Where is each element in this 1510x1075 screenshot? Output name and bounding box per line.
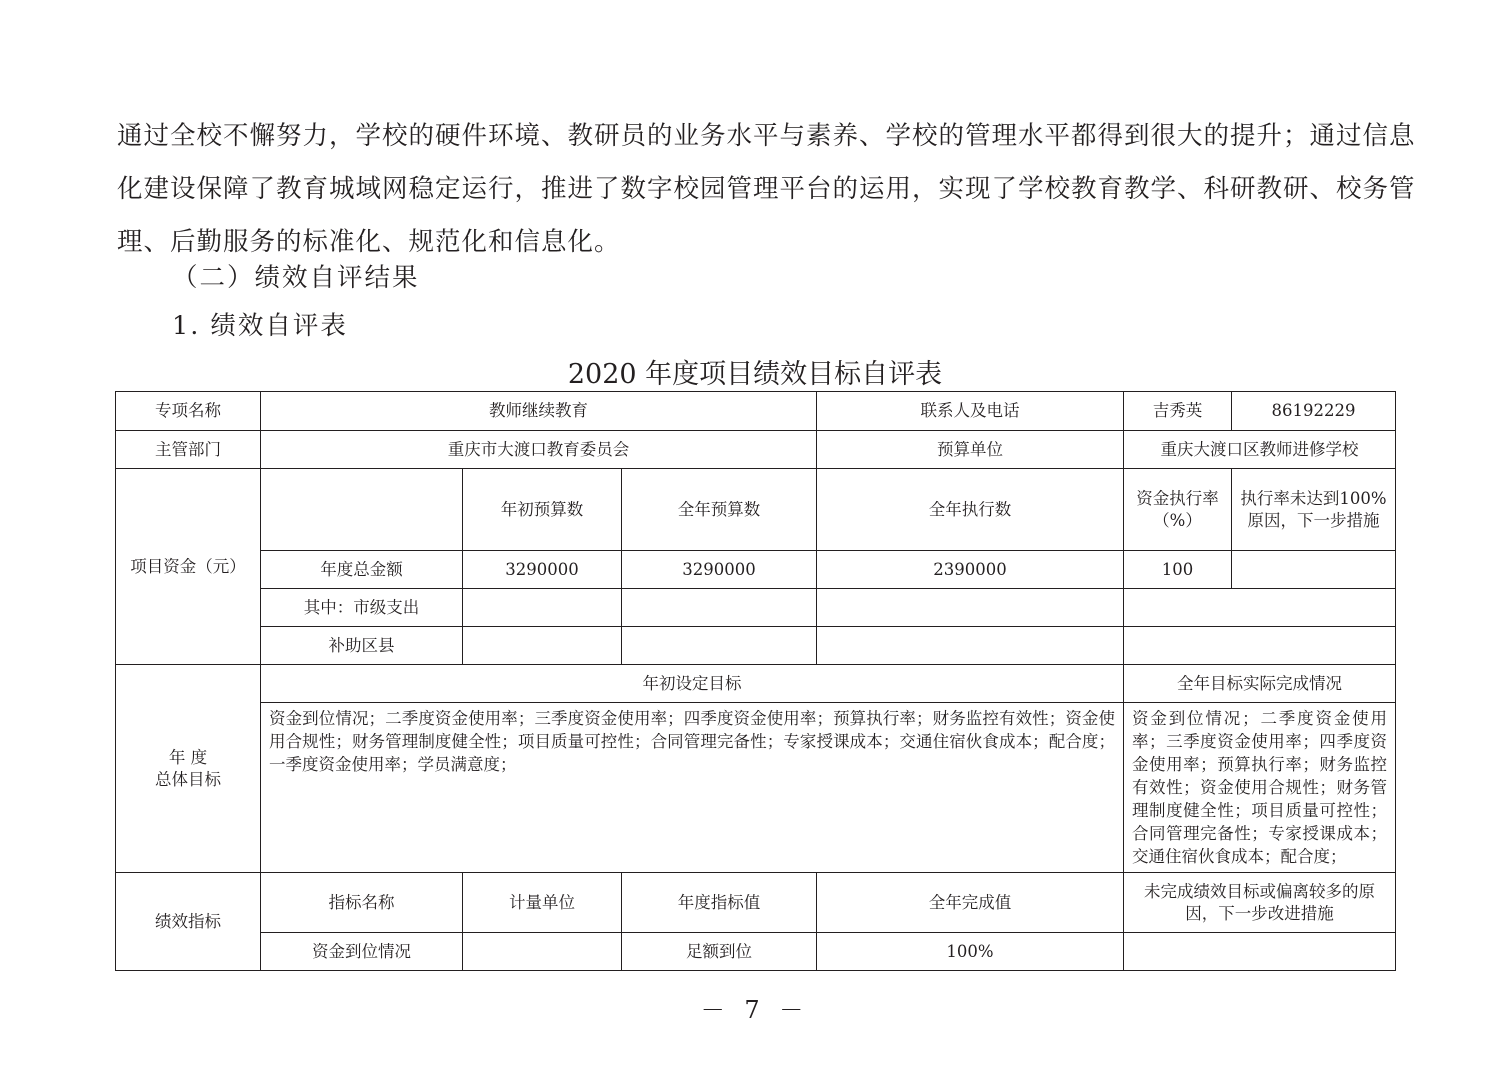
contact-person: 吉秀英 xyxy=(1124,392,1232,431)
dept: 重庆市大渡口教育委员会 xyxy=(261,431,817,469)
district-annual-execution xyxy=(817,627,1124,665)
total-execution-rate: 100 xyxy=(1124,551,1232,589)
city-annual-budget xyxy=(622,589,817,627)
total-row-label: 年度总金额 xyxy=(261,551,463,589)
actual-goal-header: 全年目标实际完成情况 xyxy=(1124,665,1396,703)
total-initial-budget: 3290000 xyxy=(463,551,622,589)
indicator-unit-header: 计量单位 xyxy=(463,873,622,933)
reason-header: 执行率未达到100% 原因，下一步措施 xyxy=(1232,469,1396,551)
initial-goal-text: 资金到位情况；二季度资金使用率；三季度资金使用率；四季度资金使用率；预算执行率；财务监控有效性；资金使用合规性；财务管理制度健全性；项目质量可控性；合同管理完备性；专家授课成本；交通住宿伙食成本；配合度；一季度资金使用率；学员满意度； xyxy=(261,703,1124,873)
page-number: － 7 － xyxy=(700,996,810,1024)
initial-budget-header: 年初预算数 xyxy=(463,469,622,551)
city-rate-reason xyxy=(1124,589,1396,627)
total-annual-execution: 2390000 xyxy=(817,551,1124,589)
annual-execution-header: 全年执行数 xyxy=(817,469,1124,551)
section-heading: （二）绩效自评结果 xyxy=(172,263,420,293)
table-row xyxy=(116,933,1396,971)
annual-budget-header: 全年预算数 xyxy=(622,469,817,551)
funds-header-empty xyxy=(261,469,463,551)
indicator-completed-value-header: 全年完成值 xyxy=(817,873,1124,933)
budget-unit: 重庆大渡口区教师进修学校 xyxy=(1124,431,1396,469)
initial-goal-header: 年初设定目标 xyxy=(261,665,1124,703)
indicator-completed-value: 100% xyxy=(817,933,1124,971)
dept-label: 主管部门 xyxy=(116,431,261,469)
intro-paragraph: 通过全校不懈努力，学校的硬件环境、教研员的业务水平与素养、学校的管理水平都得到很大的提升；通过信息化建设保障了教育城域网稳定运行，推进了数字校园管理平台的运用，实现了学校教育教学、科研教研、校务管理、后勤服务的标准化、规范化和信息化。 xyxy=(117,121,1416,257)
indicator-name: 资金到位情况 xyxy=(261,933,463,971)
contact-label: 联系人及电话 xyxy=(817,392,1124,431)
funds-label: 项目资金（元） xyxy=(116,469,261,665)
total-annual-budget: 3290000 xyxy=(622,551,817,589)
indicator-annual-value-header: 年度指标值 xyxy=(622,873,817,933)
total-reason xyxy=(1232,551,1396,589)
city-initial-budget xyxy=(463,589,622,627)
district-row-label: 补助区县 xyxy=(261,627,463,665)
execution-rate-header: 资金执行率（%） xyxy=(1124,469,1232,551)
annual-goal-label: 年 度 总体目标 xyxy=(116,665,261,873)
evaluation-table xyxy=(115,391,1396,971)
indicator-unit xyxy=(463,933,622,971)
indicator-deviation-header: 未完成绩效目标或偏离较多的原因，下一步改进措施 xyxy=(1124,873,1396,933)
project-name: 教师继续教育 xyxy=(261,392,817,431)
indicator-name-header: 指标名称 xyxy=(261,873,463,933)
indicator-annual-value: 足额到位 xyxy=(622,933,817,971)
district-rate-reason xyxy=(1124,627,1396,665)
budget-unit-label: 预算单位 xyxy=(817,431,1124,469)
city-row-label: 其中：市级支出 xyxy=(261,589,463,627)
project-name-label: 专项名称 xyxy=(116,392,261,431)
contact-phone: 86192229 xyxy=(1232,392,1396,431)
table-title: 2020 年度项目绩效目标自评表 xyxy=(567,359,943,390)
actual-goal-text: 资金到位情况；二季度资金使用率；三季度资金使用率；四季度资金使用率；预算执行率；财务监控有效性；资金使用合规性；财务管理制度健全性；项目质量可控性；合同管理完备性；专家授课成本；交通住宿伙食成本；配合度； xyxy=(1124,703,1396,873)
district-initial-budget xyxy=(463,627,622,665)
city-annual-execution xyxy=(817,589,1124,627)
indicator-label: 绩效指标 xyxy=(116,873,261,971)
subsection-heading: 1. 绩效自评表 xyxy=(172,311,348,341)
indicator-deviation-reason xyxy=(1124,933,1396,971)
district-annual-budget xyxy=(622,627,817,665)
